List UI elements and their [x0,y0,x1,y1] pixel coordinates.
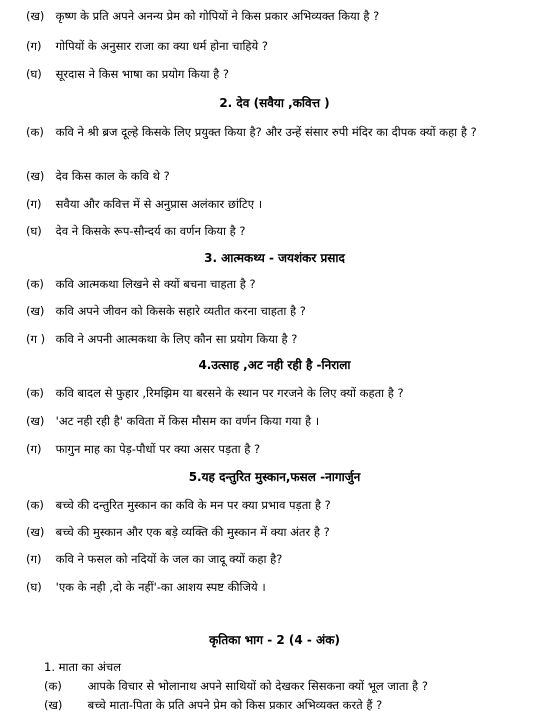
section-heading-kritika: कृतिका भाग - 2 (4 - अंक) [209,633,340,647]
question-item: (ख) कृष्ण के प्रति अपने अनन्य प्रेम को गोपियों ने किस प्रकार अभिव्यक्त किया है ? [26,9,380,23]
question-item: (ग) फागुन माह का पेड़-पौधों पर क्या असर पड़ता है ? [26,442,261,456]
question-item: (ग) गोपियों के अनुसार राजा का क्या धर्म होना चाहिये ? [26,39,268,53]
question-item: (ग ) कवि ने अपनी आत्मकथा के लिए कौन सा प्रयोग किया है ? [26,332,298,346]
section-heading-dev: 2. देव (सवैया ,कवित्त ) [219,96,330,110]
question-item: (ख) कवि अपने जीवन को किसके सहारे व्यतीत करना चाहता है ? [26,304,306,318]
question-item: (ग) सवैया और कवित्त में से अनुप्रास अलंकार छांटिए । [26,197,263,211]
question-item: (घ) 'एक के नही ,दो के नहीं'-का आशय स्पष्ट कीजिये । [26,580,266,594]
question-item: (ग) कवि ने फसल को नदियों के जल का जादू क्यों कहा है? [26,552,283,566]
question-item: (ख) बच्चे माता-पिता के प्रति अपने प्रेम को किस प्रकार अभिव्यक्त करते हैं ? [44,698,383,712]
question-item: (ख) देव किस काल के कवि थे ? [26,169,170,183]
question-item: (घ) सूरदास ने किस भाषा का प्रयोग किया है ? [26,67,230,81]
question-item: (ख) बच्चे की मुस्कान और एक बड़े व्यक्ति की मुस्कान में क्या अंतर है ? [26,525,330,539]
question-item: (क) आपके विचार से भोलानाथ अपने साथियों को देखकर सिसकना क्यों भूल जाता है ? [44,679,428,693]
question-item: (क) बच्चे की दन्तुरित मुस्कान का कवि के मन पर क्या प्रभाव पड़ता है ? [26,498,331,512]
section-heading-utsah: 4.उत्साह ,अट नही रही है -निराला [198,358,351,372]
section-heading-muskan: 5.यह दन्तुरित मुस्कान,फसल -नागार्जुन [188,470,361,484]
question-item: (क) कवि ने श्री ब्रज दूल्हे किसके लिए प्रयुक्त किया है? और उन्हें संसार रुपी मंदिर का दीपक क्यों कहा है ? [26,125,477,139]
question-item: (घ) देव ने किसके रूप-सौन्दर्य का वर्णन किया है ? [26,224,246,238]
question-item: (क) कवि आत्मकथा लिखने से क्यों बचना चाहता है ? [26,277,256,291]
question-item: (क) कवि बादल से फुहार ,रिमझिम या बरसने के स्थान पर गरजने के लिए क्यों कहता है ? [26,386,404,400]
chapter-title: 1. माता का अंचल [44,660,122,674]
question-item: (ख) 'अट नही रही है' कविता में किस मौसम का वर्णन किया गया है । [26,414,320,428]
section-heading-atmakathya: 3. आत्मकथ्य - जयशंकर प्रसाद [204,251,345,265]
